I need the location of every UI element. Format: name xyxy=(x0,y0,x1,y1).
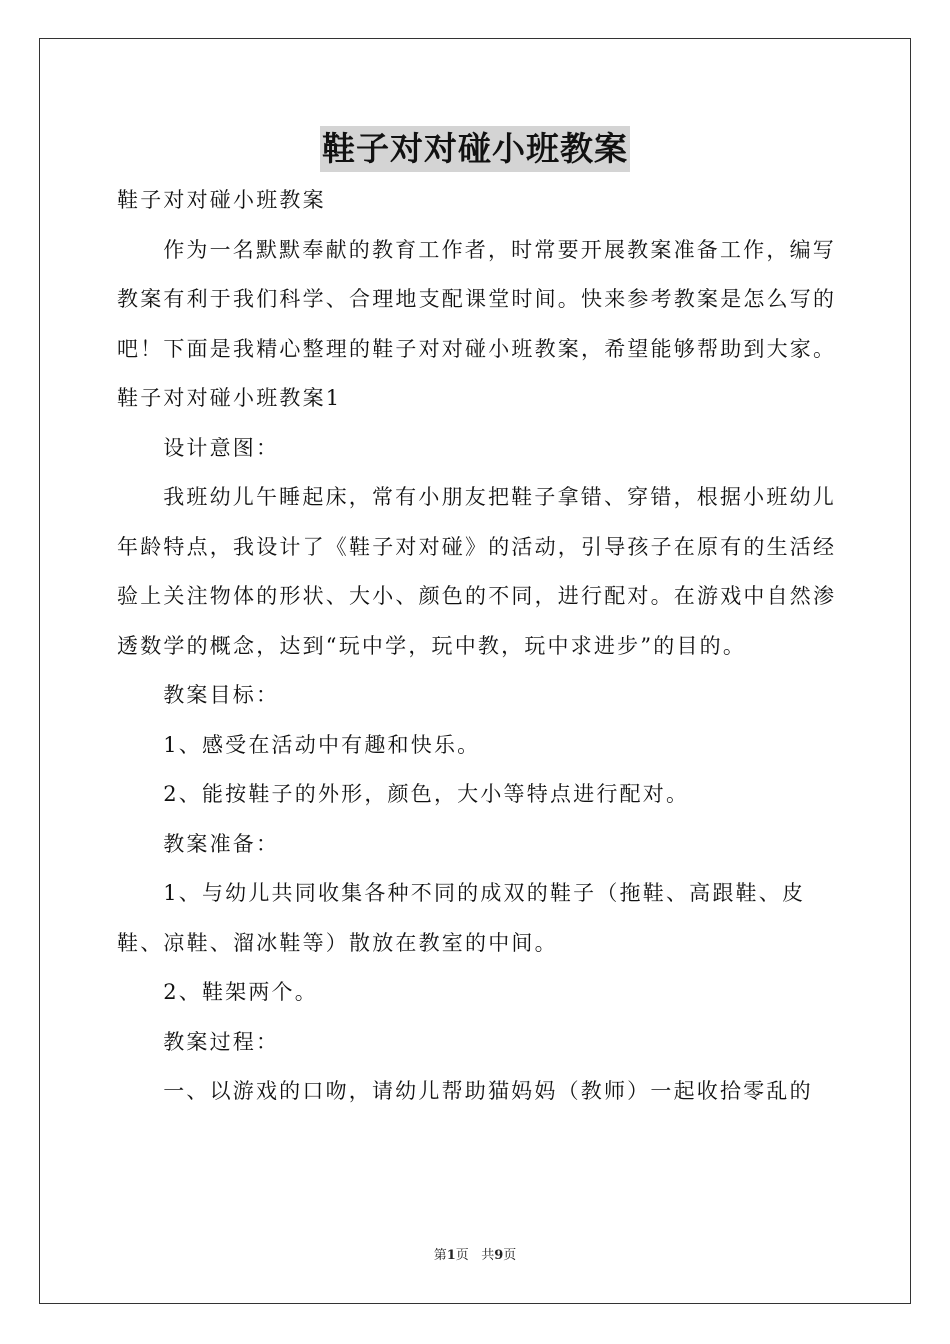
paragraph: 一、以游戏的口吻，请幼儿帮助猫妈妈（教师）一起收拾零乱的 xyxy=(163,1079,813,1103)
total-pages: 9 xyxy=(494,1248,504,1263)
page-number: 1 xyxy=(446,1248,456,1263)
total-prefix: 共 xyxy=(481,1248,495,1263)
page-suffix: 页 xyxy=(455,1248,469,1263)
paragraph: 鞋子对对碰小班教案 xyxy=(117,188,326,212)
document-body xyxy=(117,176,847,1117)
paragraph: 鞋子对对碰小班教案1 xyxy=(117,386,342,410)
total-suffix: 页 xyxy=(503,1248,517,1263)
paragraph: 教案过程： xyxy=(163,1029,280,1054)
page-footer xyxy=(0,1246,950,1266)
paragraph: 教案目标： xyxy=(163,683,280,707)
title-container xyxy=(0,126,950,172)
paragraph: 教案准备： xyxy=(163,831,280,856)
page-prefix: 第 xyxy=(433,1248,447,1263)
paragraph: 我班幼儿午睡起床，常有小朋友把鞋子拿错、穿错，根据小班幼儿年龄特点，我设计了《鞋子对对碰》的活动，引导孩子在原有的生活经验上关注物体的形状、大小、颜色的不同，进行配对。在游戏中自然渗透数学的概念，达到“玩中学，玩中教，玩中求进步”的目的。 xyxy=(117,485,837,658)
paragraph: 设计意图： xyxy=(163,435,280,460)
paragraph: 作为一名默默奉献的教育工作者，时常要开展教案准备工作，编写教案有利于我们科学、合理地支配课堂时间。快来参考教案是怎么写的吧！下面是我精心整理的鞋子对对碰小班教案，希望能够帮助到大家。 xyxy=(117,237,837,361)
paragraph: 1、感受在活动中有趣和快乐。 xyxy=(163,732,481,757)
paragraph: 1、与幼儿共同收集各种不同的成双的鞋子（拖鞋、高跟鞋、皮鞋、凉鞋、溜冰鞋等）散放在教室的中间。 xyxy=(117,881,806,955)
document-title: 鞋子对对碰小班教案 xyxy=(320,126,630,172)
paragraph: 2、鞋架两个。 xyxy=(163,980,318,1004)
paragraph: 2、能按鞋子的外形，颜色，大小等特点进行配对。 xyxy=(163,782,690,806)
